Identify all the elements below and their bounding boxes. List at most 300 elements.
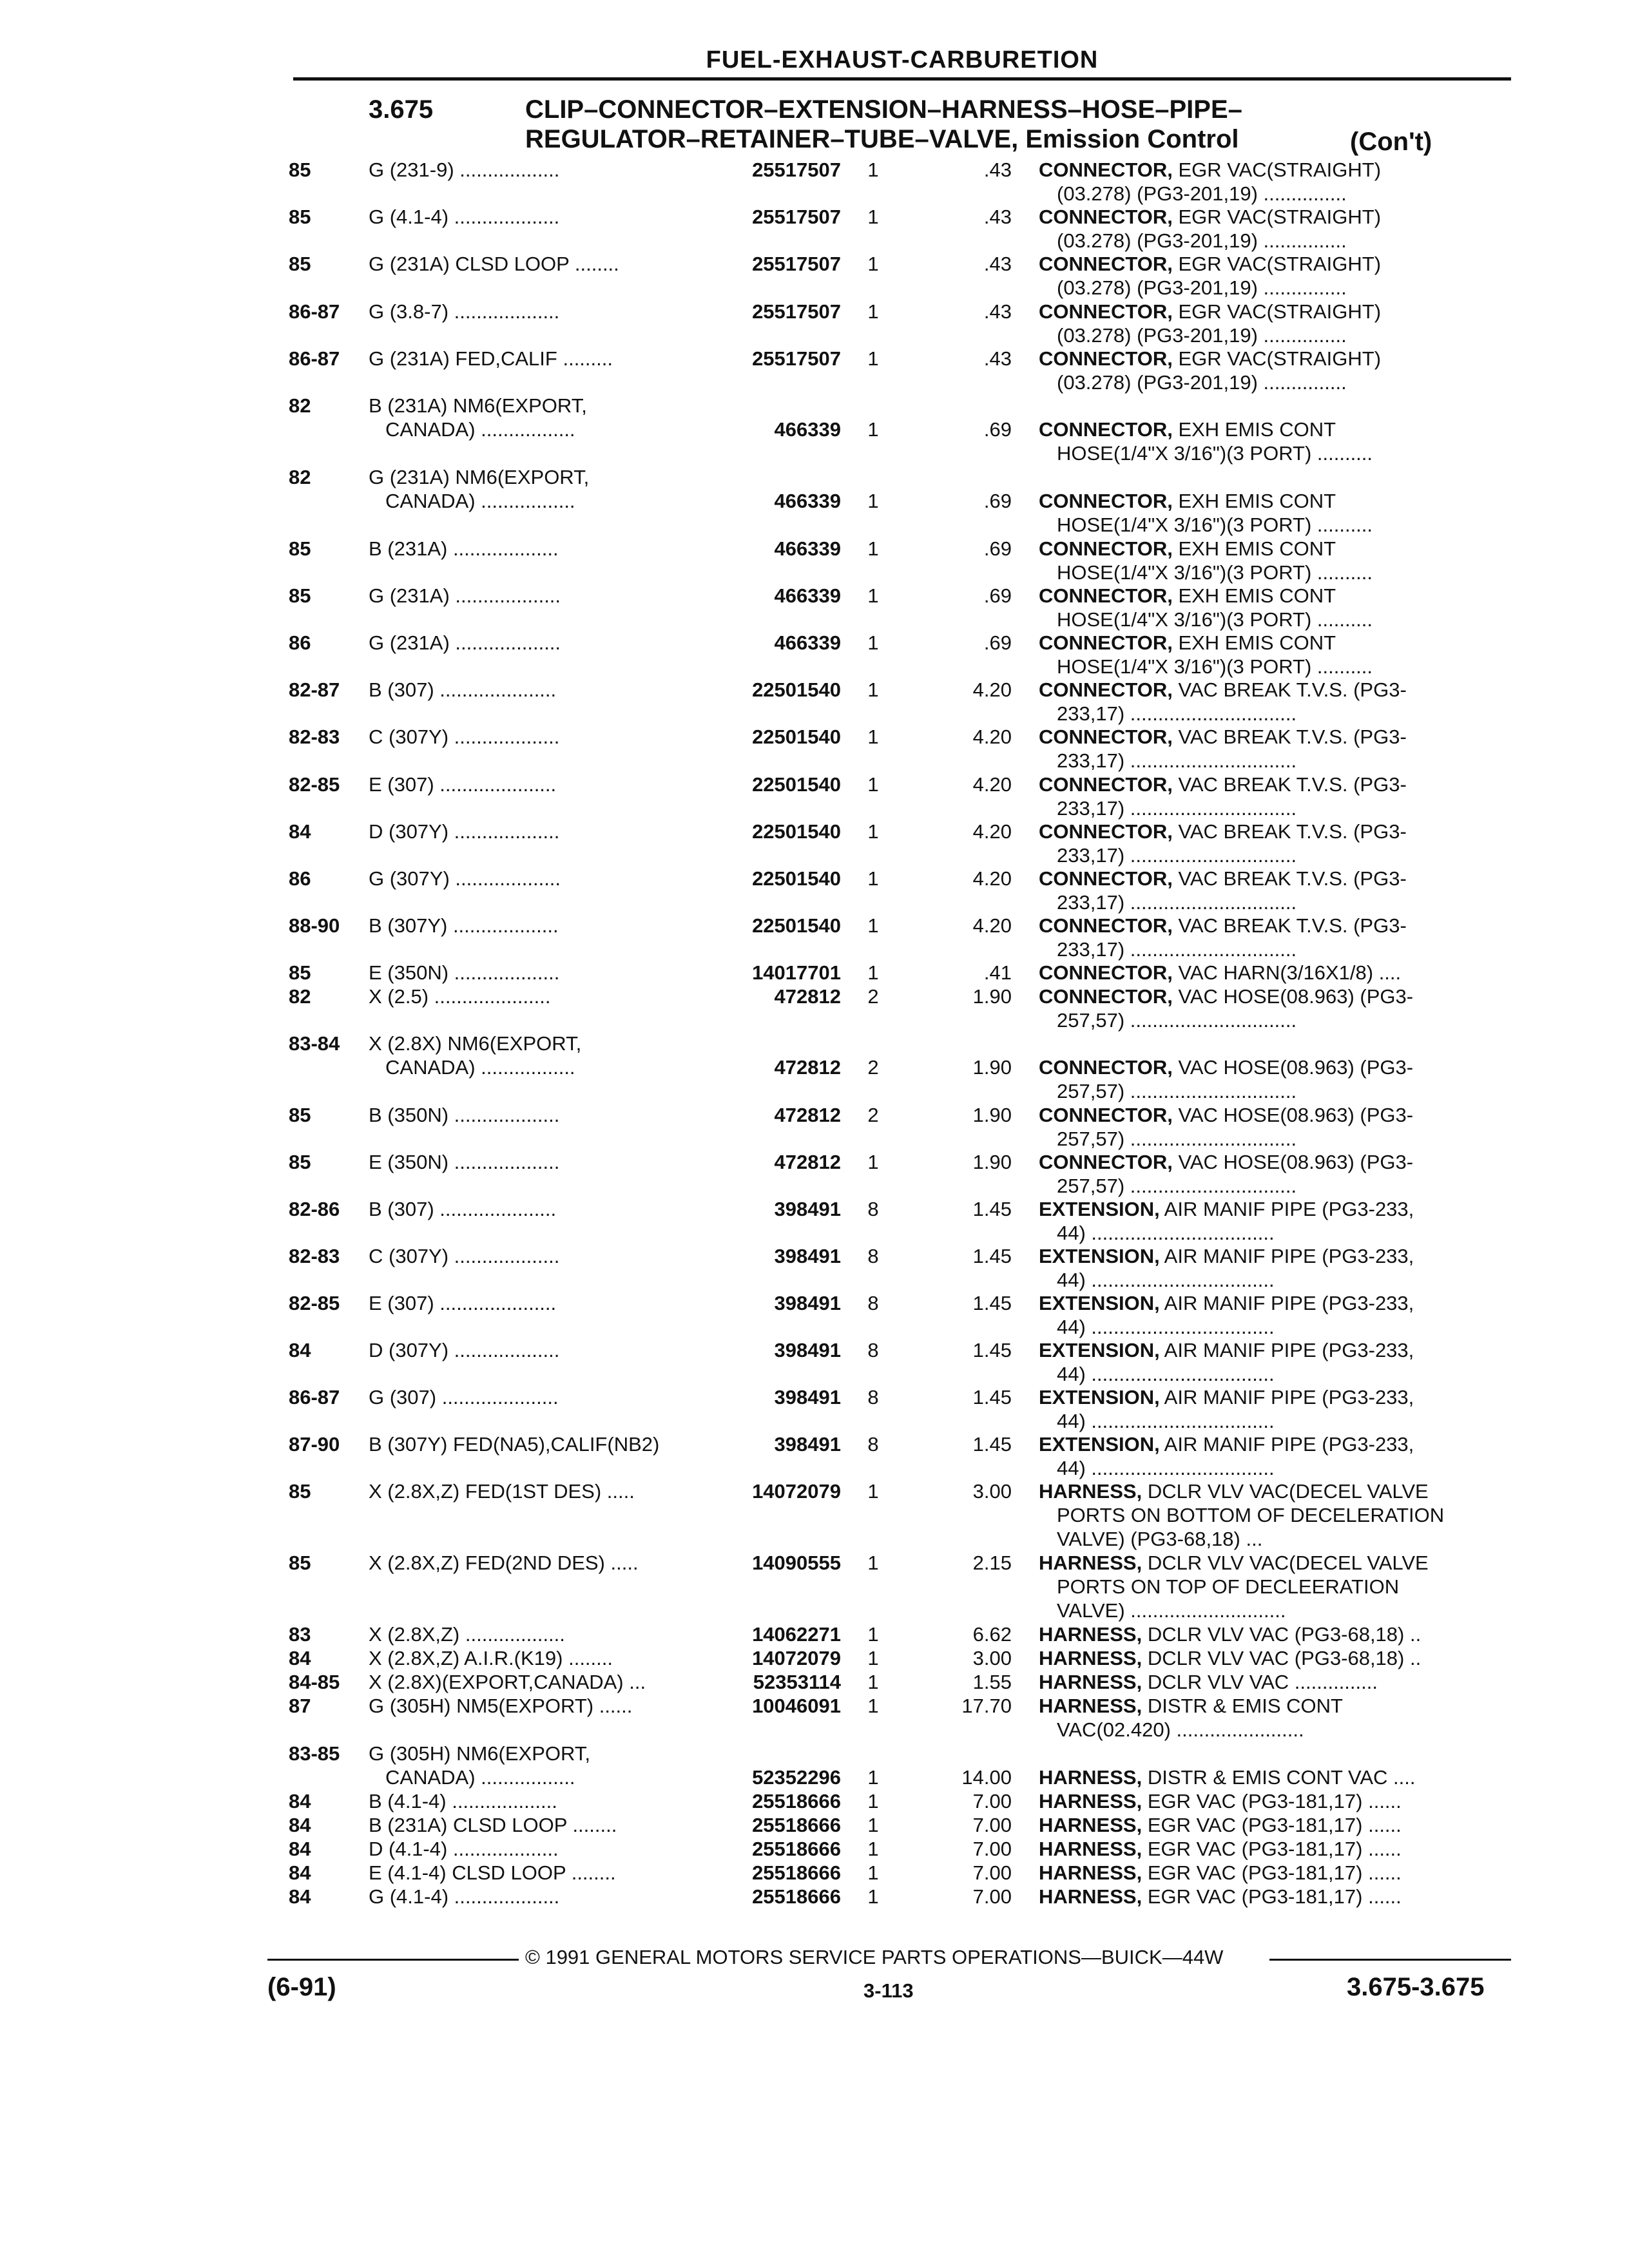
- description-continued: HOSE(1/4"X 3/16")(3 PORT) ..........: [1057, 442, 1373, 465]
- model-line: X (2.5) .....................: [369, 985, 551, 1008]
- description-continued: 233,17) ..............................: [1057, 844, 1297, 867]
- description-name: EXTENSION,: [1039, 1433, 1160, 1456]
- model-year: 83-85: [289, 1742, 340, 1765]
- description: [1039, 1197, 1512, 1245]
- description-name: CONNECTOR,: [1039, 418, 1173, 441]
- quantity: 1: [867, 678, 879, 701]
- description: [1039, 1622, 1512, 1646]
- model-year: 87-90: [289, 1433, 340, 1456]
- model-line: E (4.1-4) CLSD LOOP ........: [369, 1861, 616, 1884]
- description: [1039, 347, 1512, 394]
- quantity: 1: [867, 206, 879, 228]
- model-line: X (2.8X,Z) A.I.R.(K19) ........: [369, 1647, 613, 1669]
- model-line: G (231A) ...................: [369, 631, 561, 654]
- description-continued: (03.278) (PG3-201,19) ...............: [1057, 324, 1347, 347]
- description-name: HARNESS,: [1039, 1838, 1142, 1860]
- model-line: X (2.8X,Z) FED(2ND DES) .....: [369, 1552, 639, 1574]
- price: 1.90: [972, 1151, 1012, 1173]
- description-continued: PORTS ON BOTTOM OF DECELERATION: [1057, 1504, 1445, 1526]
- part-number: 25517507: [752, 253, 841, 275]
- quantity: 1: [867, 1151, 879, 1173]
- model-year: 86-87: [289, 347, 340, 370]
- model-series: [369, 1479, 717, 1503]
- model-year: 85: [289, 961, 311, 984]
- page-header: FUEL-EXHAUST-CARBURETION: [706, 46, 1099, 73]
- model-line: G (4.1-4) ...................: [369, 1885, 560, 1908]
- quantity: 2: [867, 1056, 879, 1079]
- price: .69: [983, 584, 1012, 607]
- description: [1039, 1765, 1512, 1789]
- model-line-2: CANADA) .................: [385, 490, 575, 512]
- price: .43: [983, 347, 1012, 370]
- model-series: [369, 1694, 717, 1718]
- model-year: 84: [289, 1790, 311, 1812]
- model-year: 84: [289, 820, 311, 843]
- quantity: 2: [867, 985, 879, 1008]
- description-continued: VAC(02.420) .......................: [1057, 1718, 1304, 1741]
- model-year: 83-84: [289, 1032, 340, 1055]
- footer-rule-right: [1269, 1959, 1511, 1961]
- quantity: 1: [867, 490, 879, 512]
- model-line: G (305H) NM5(EXPORT) ......: [369, 1695, 633, 1717]
- quantity: 1: [867, 820, 879, 843]
- model-series: [369, 347, 717, 370]
- price: 1.45: [972, 1292, 1012, 1314]
- description: [1039, 1103, 1512, 1151]
- part-number: 22501540: [752, 820, 841, 843]
- model-year: 85: [289, 537, 311, 560]
- part-number: 472812: [774, 1104, 841, 1126]
- description-name: CONNECTOR,: [1039, 1056, 1173, 1079]
- model-line: G (307Y) ...................: [369, 867, 561, 890]
- description-name: HARNESS,: [1039, 1766, 1142, 1789]
- model-year: 84-85: [289, 1671, 340, 1693]
- model-series: [369, 985, 717, 1008]
- description-name: CONNECTOR,: [1039, 914, 1173, 937]
- model-year: 85: [289, 584, 311, 607]
- description: [1039, 1150, 1512, 1198]
- price: .43: [983, 300, 1012, 323]
- description: [1039, 1244, 1512, 1292]
- part-number: 398491: [774, 1433, 841, 1456]
- description: [1039, 1291, 1512, 1339]
- model-line: E (350N) ...................: [369, 961, 560, 984]
- section-continued: (Con't): [1350, 128, 1432, 156]
- quantity: 8: [867, 1433, 879, 1456]
- footer-page-number: 3-113: [863, 1979, 914, 2002]
- description-text: AIR MANIF PIPE (PG3-233,: [1159, 1198, 1414, 1220]
- quantity: 1: [867, 914, 879, 937]
- part-number: 25518666: [752, 1885, 841, 1908]
- model-line: X (2.8X)(EXPORT,CANADA) ...: [369, 1671, 646, 1693]
- part-number: 398491: [774, 1292, 841, 1314]
- model-line: G (4.1-4) ...................: [369, 206, 560, 228]
- quantity: 1: [867, 631, 879, 654]
- part-number: 52353114: [753, 1671, 841, 1693]
- price: 4.20: [972, 726, 1012, 748]
- quantity: 1: [867, 726, 879, 748]
- price: .69: [983, 537, 1012, 560]
- description-name: CONNECTOR,: [1039, 206, 1173, 228]
- model-series: [369, 252, 717, 276]
- model-year: 85: [289, 1552, 311, 1574]
- model-year: 86-87: [289, 300, 340, 323]
- description-text: EXH EMIS CONT: [1172, 537, 1336, 560]
- part-number: 22501540: [752, 726, 841, 748]
- price: 1.45: [972, 1433, 1012, 1456]
- description: [1039, 961, 1512, 985]
- quantity: 1: [867, 1623, 879, 1646]
- model-year: 82-83: [289, 726, 340, 748]
- price: 4.20: [972, 678, 1012, 701]
- quantity: 1: [867, 1695, 879, 1717]
- model-year: 85: [289, 1104, 311, 1126]
- description-continued: 44) .................................: [1057, 1269, 1275, 1291]
- model-series: [369, 678, 717, 702]
- quantity: 1: [867, 1814, 879, 1836]
- price: 4.20: [972, 773, 1012, 796]
- quantity: 1: [867, 1790, 879, 1812]
- footer-rule-left: [267, 1959, 519, 1961]
- model-line-2: CANADA) .................: [385, 1766, 575, 1789]
- part-number: 52352296: [752, 1766, 841, 1789]
- model-line-2: CANADA) .................: [385, 1056, 575, 1079]
- model-series: [369, 820, 717, 843]
- description-text: EGR VAC (PG3-181,17) ......: [1142, 1790, 1402, 1812]
- description-continued: 233,17) ..............................: [1057, 938, 1297, 961]
- model-series: [369, 1551, 717, 1575]
- price: 4.20: [972, 820, 1012, 843]
- model-year: 82-85: [289, 773, 340, 796]
- description: [1039, 1837, 1512, 1861]
- part-number: 22501540: [752, 773, 841, 796]
- footer-date: (6-91): [267, 1973, 336, 2001]
- price: .69: [983, 418, 1012, 441]
- price: 6.62: [972, 1623, 1012, 1646]
- model-line: X (2.8X,Z) FED(1ST DES) .....: [369, 1480, 635, 1503]
- description: [1039, 489, 1512, 537]
- part-number: 466339: [774, 418, 841, 441]
- model-series: [369, 1032, 717, 1079]
- description-name: EXTENSION,: [1039, 1386, 1160, 1408]
- part-number: 22501540: [752, 678, 841, 701]
- model-line: E (307) .....................: [369, 773, 557, 796]
- model-line: B (350N) ...................: [369, 1104, 560, 1126]
- description-continued: HOSE(1/4"X 3/16")(3 PORT) ..........: [1057, 561, 1373, 584]
- quantity: 8: [867, 1292, 879, 1314]
- price: .69: [983, 631, 1012, 654]
- part-number: 25518666: [752, 1838, 841, 1860]
- part-number: 398491: [774, 1245, 841, 1267]
- model-line: E (350N) ...................: [369, 1151, 560, 1173]
- quantity: 1: [867, 584, 879, 607]
- price: 1.90: [972, 1056, 1012, 1079]
- description-text: EGR VAC(STRAIGHT): [1172, 206, 1382, 228]
- description-text: EXH EMIS CONT: [1172, 418, 1336, 441]
- description-name: CONNECTOR,: [1039, 159, 1173, 181]
- description-text: VAC HOSE(08.963) (PG3-: [1172, 1056, 1414, 1079]
- part-number: 466339: [774, 537, 841, 560]
- part-number: 398491: [774, 1198, 841, 1220]
- part-number: 14090555: [752, 1552, 841, 1574]
- model-line: B (231A) ...................: [369, 537, 559, 560]
- model-series: [369, 1244, 717, 1268]
- model-series: [369, 1646, 717, 1670]
- description-text: EGR VAC (PG3-181,17) ......: [1142, 1814, 1402, 1836]
- description-text: EGR VAC(STRAIGHT): [1172, 159, 1382, 181]
- description-continued: 257,57) ..............................: [1057, 1080, 1297, 1102]
- model-line: B (307Y) FED(NA5),CALIF(NB2): [369, 1433, 660, 1456]
- description-continued: 257,57) ..............................: [1057, 1128, 1297, 1150]
- description-name: CONNECTOR,: [1039, 490, 1173, 512]
- description-continued: (03.278) (PG3-201,19) ...............: [1057, 182, 1347, 205]
- model-year: 82: [289, 985, 311, 1008]
- model-series: [369, 158, 717, 182]
- description-text: EGR VAC (PG3-181,17) ......: [1142, 1861, 1402, 1884]
- description-text: EGR VAC (PG3-181,17) ......: [1142, 1838, 1402, 1860]
- model-line: C (307Y) ...................: [369, 1245, 560, 1267]
- part-number: 25517507: [752, 206, 841, 228]
- description-text: VAC BREAK T.V.S. (PG3-: [1172, 867, 1407, 890]
- model-year: 85: [289, 1151, 311, 1173]
- section-title: CLIP–CONNECTOR–EXTENSION–HARNESS–HOSE–PIPE–: [525, 95, 1242, 124]
- description-name: CONNECTOR,: [1039, 537, 1173, 560]
- model-line: C (307Y) ...................: [369, 726, 560, 748]
- price: 1.90: [972, 1104, 1012, 1126]
- description-continued: HOSE(1/4"X 3/16")(3 PORT) ..........: [1057, 608, 1373, 631]
- model-series: [369, 584, 717, 608]
- part-number: 25518666: [752, 1861, 841, 1884]
- description: [1039, 584, 1512, 631]
- part-number: 22501540: [752, 867, 841, 890]
- price: 7.00: [972, 1814, 1012, 1836]
- quantity: 1: [867, 1885, 879, 1908]
- description-name: HARNESS,: [1039, 1552, 1142, 1574]
- part-number: 25518666: [752, 1814, 841, 1836]
- model-series: [369, 205, 717, 229]
- description-name: HARNESS,: [1039, 1671, 1142, 1693]
- price: 3.00: [972, 1647, 1012, 1669]
- description-text: DCLR VLV VAC(DECEL VALVE: [1142, 1552, 1429, 1574]
- description-name: HARNESS,: [1039, 1647, 1142, 1669]
- description-text: EXH EMIS CONT: [1172, 490, 1336, 512]
- description-text: AIR MANIF PIPE (PG3-233,: [1159, 1433, 1414, 1456]
- model-year: 84: [289, 1861, 311, 1884]
- description-continued: HOSE(1/4"X 3/16")(3 PORT) ..........: [1057, 514, 1373, 536]
- price: 7.00: [972, 1838, 1012, 1860]
- price: 1.90: [972, 985, 1012, 1008]
- part-number: 25517507: [752, 159, 841, 181]
- part-number: 14062271: [752, 1623, 841, 1646]
- part-number: 466339: [774, 490, 841, 512]
- part-number: 14072079: [752, 1480, 841, 1503]
- description: [1039, 300, 1512, 347]
- model-year: 84: [289, 1339, 311, 1361]
- model-series: [369, 914, 717, 937]
- part-number: 398491: [774, 1386, 841, 1408]
- description: [1039, 1551, 1512, 1622]
- description-text: EXH EMIS CONT: [1172, 584, 1336, 607]
- description-name: CONNECTOR,: [1039, 1104, 1173, 1126]
- description-continued: 44) .................................: [1057, 1222, 1275, 1244]
- model-year: 83: [289, 1623, 311, 1646]
- description-continued: (03.278) (PG3-201,19) ...............: [1057, 371, 1347, 394]
- description: [1039, 1813, 1512, 1837]
- description-text: EGR VAC(STRAIGHT): [1172, 300, 1382, 323]
- model-line: G (231A) ...................: [369, 584, 561, 607]
- model-line: D (307Y) ...................: [369, 1339, 560, 1361]
- description-name: CONNECTOR,: [1039, 300, 1173, 323]
- price: 7.00: [972, 1790, 1012, 1812]
- description: [1039, 1885, 1512, 1908]
- description-name: EXTENSION,: [1039, 1198, 1160, 1220]
- model-line-2: CANADA) .................: [385, 418, 575, 441]
- description-continued: 233,17) ..............................: [1057, 891, 1297, 914]
- model-line: G (305H) NM6(EXPORT,: [369, 1742, 590, 1765]
- model-series: [369, 1670, 717, 1694]
- model-series: [369, 1385, 717, 1409]
- description: [1039, 158, 1512, 206]
- model-year: 85: [289, 159, 311, 181]
- description-name: HARNESS,: [1039, 1623, 1142, 1646]
- description-text: VAC HOSE(08.963) (PG3-: [1172, 1151, 1414, 1173]
- price: .41: [983, 961, 1012, 984]
- model-line: D (307Y) ...................: [369, 820, 560, 843]
- description: [1039, 1789, 1512, 1813]
- description-name: CONNECTOR,: [1039, 584, 1173, 607]
- description: [1039, 631, 1512, 678]
- description-name: CONNECTOR,: [1039, 773, 1173, 796]
- model-series: [369, 1837, 717, 1861]
- quantity: 2: [867, 1104, 879, 1126]
- model-series: [369, 1789, 717, 1813]
- part-number: 466339: [774, 631, 841, 654]
- price: 1.45: [972, 1386, 1012, 1408]
- model-series: [369, 1150, 717, 1174]
- description-name: CONNECTOR,: [1039, 253, 1173, 275]
- model-series: [369, 725, 717, 749]
- model-series: [369, 1432, 717, 1456]
- price: .43: [983, 253, 1012, 275]
- description-name: HARNESS,: [1039, 1861, 1142, 1884]
- model-year: 85: [289, 206, 311, 228]
- quantity: 8: [867, 1339, 879, 1361]
- description: [1039, 820, 1512, 867]
- price: .69: [983, 490, 1012, 512]
- part-number: 10046091: [752, 1695, 841, 1717]
- model-year: 84: [289, 1647, 311, 1669]
- price: 14.00: [961, 1766, 1012, 1789]
- description-name: CONNECTOR,: [1039, 985, 1173, 1008]
- quantity: 1: [867, 867, 879, 890]
- description: [1039, 678, 1512, 726]
- description-name: HARNESS,: [1039, 1814, 1142, 1836]
- description: [1039, 1385, 1512, 1433]
- description-name: HARNESS,: [1039, 1480, 1142, 1503]
- model-line: G (231A) FED,CALIF .........: [369, 347, 613, 370]
- model-line: X (2.8X,Z) ..................: [369, 1623, 565, 1646]
- model-series: [369, 537, 717, 561]
- model-series: [369, 1197, 717, 1221]
- model-line: B (307Y) ...................: [369, 914, 559, 937]
- description-continued: (03.278) (PG3-201,19) ...............: [1057, 229, 1347, 252]
- description: [1039, 537, 1512, 584]
- quantity: 1: [867, 253, 879, 275]
- model-series: [369, 394, 717, 441]
- part-number: 25517507: [752, 347, 841, 370]
- description: [1039, 1479, 1512, 1551]
- model-line: B (231A) CLSD LOOP ........: [369, 1814, 617, 1836]
- model-year: 82-86: [289, 1198, 340, 1220]
- quantity: 1: [867, 1766, 879, 1789]
- description-name: CONNECTOR,: [1039, 678, 1173, 701]
- model-line: G (231A) NM6(EXPORT,: [369, 466, 590, 488]
- model-series: [369, 1885, 717, 1908]
- description: [1039, 867, 1512, 914]
- quantity: 1: [867, 773, 879, 796]
- description-name: EXTENSION,: [1039, 1339, 1160, 1361]
- model-year: 82-85: [289, 1292, 340, 1314]
- model-year: 84: [289, 1814, 311, 1836]
- description-text: DCLR VLV VAC(DECEL VALVE: [1142, 1480, 1429, 1503]
- description-text: EGR VAC (PG3-181,17) ......: [1142, 1885, 1402, 1908]
- model-series: [369, 773, 717, 796]
- quantity: 8: [867, 1386, 879, 1408]
- model-series: [369, 1622, 717, 1646]
- model-line: D (4.1-4) ...................: [369, 1838, 559, 1860]
- quantity: 8: [867, 1198, 879, 1220]
- price: 17.70: [961, 1695, 1012, 1717]
- description-continued: 44) .................................: [1057, 1363, 1275, 1385]
- section-number: 3.675: [369, 95, 434, 124]
- description-name: EXTENSION,: [1039, 1245, 1160, 1267]
- description-text: AIR MANIF PIPE (PG3-233,: [1159, 1386, 1414, 1408]
- part-number: 472812: [774, 1056, 841, 1079]
- model-year: 84: [289, 1838, 311, 1860]
- part-number: 14017701: [752, 961, 841, 984]
- description-continued: 233,17) ..............................: [1057, 702, 1297, 725]
- model-year: 85: [289, 253, 311, 275]
- description-text: AIR MANIF PIPE (PG3-233,: [1159, 1339, 1414, 1361]
- part-number: 25518666: [752, 1790, 841, 1812]
- description-continued: HOSE(1/4"X 3/16")(3 PORT) ..........: [1057, 655, 1373, 678]
- description-text: AIR MANIF PIPE (PG3-233,: [1159, 1292, 1414, 1314]
- description-name: CONNECTOR,: [1039, 867, 1173, 890]
- price: 4.20: [972, 867, 1012, 890]
- model-line: G (231-9) ..................: [369, 159, 560, 181]
- price: 3.00: [972, 1480, 1012, 1503]
- description-text: VAC BREAK T.V.S. (PG3-: [1172, 678, 1407, 701]
- quantity: 1: [867, 418, 879, 441]
- model-line: G (307) .....................: [369, 1386, 559, 1408]
- description-continued: 233,17) ..............................: [1057, 797, 1297, 820]
- model-year: 82: [289, 466, 311, 488]
- part-number: 472812: [774, 985, 841, 1008]
- description-name: CONNECTOR,: [1039, 961, 1173, 984]
- part-number: 466339: [774, 584, 841, 607]
- description: [1039, 1694, 1512, 1742]
- description-text: EGR VAC(STRAIGHT): [1172, 253, 1382, 275]
- part-number: 22501540: [752, 914, 841, 937]
- quantity: 8: [867, 1245, 879, 1267]
- description-name: CONNECTOR,: [1039, 820, 1173, 843]
- description-name: EXTENSION,: [1039, 1292, 1160, 1314]
- description-continued: 44) .................................: [1057, 1410, 1275, 1432]
- model-series: [369, 867, 717, 890]
- model-line: B (4.1-4) ...................: [369, 1790, 557, 1812]
- description-text: VAC BREAK T.V.S. (PG3-: [1172, 773, 1407, 796]
- quantity: 1: [867, 961, 879, 984]
